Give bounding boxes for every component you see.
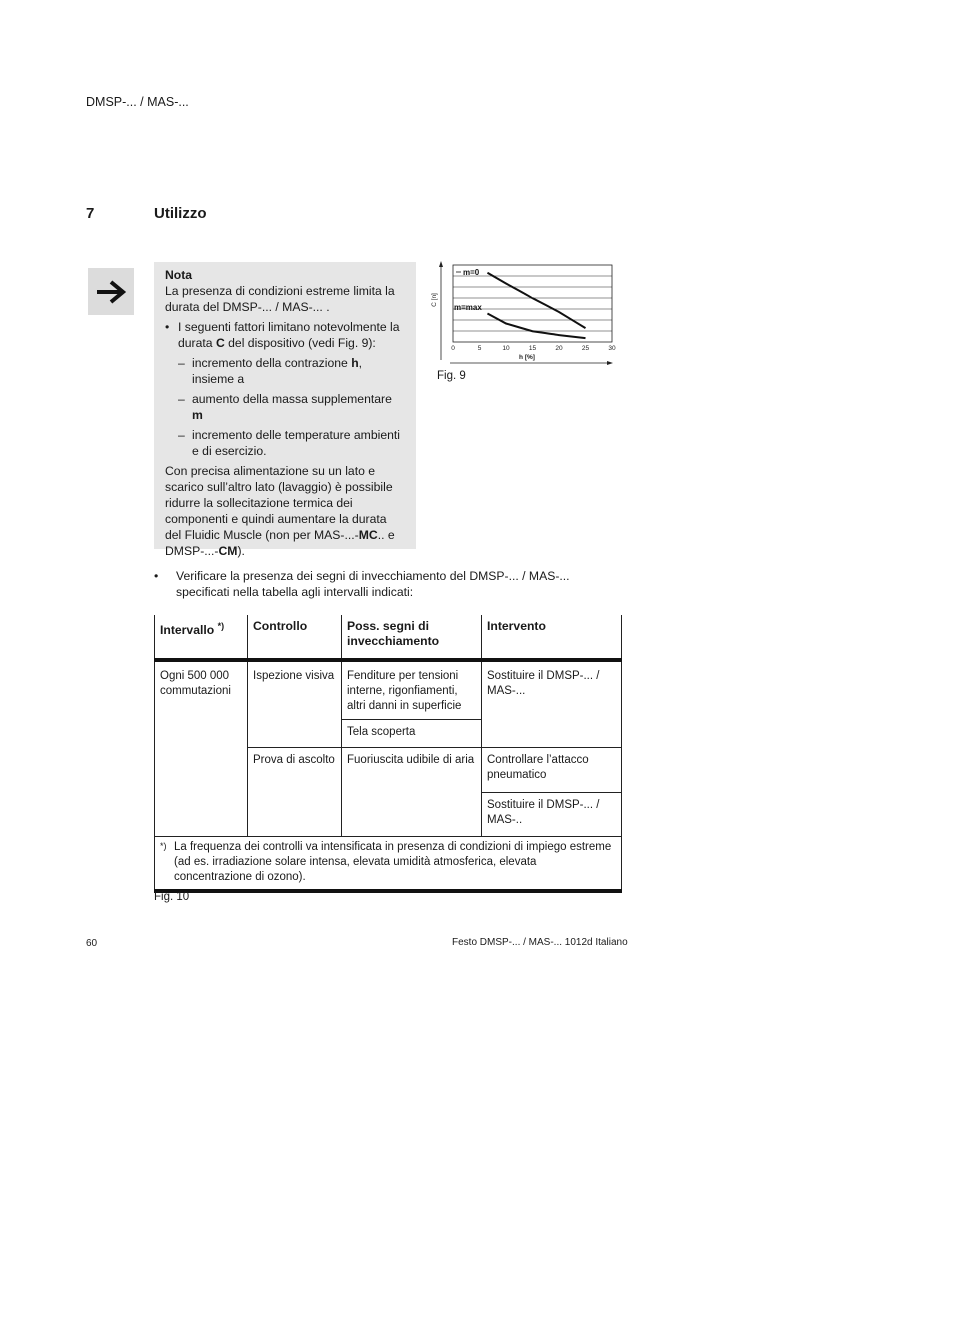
- instruction-text: Verificare la presenza dei segni di invecchiamento del DMSP-... / MAS-... specificati nella tabella agli intervalli indicati:: [176, 569, 570, 599]
- footnote-text: La frequenza dei controlli va intensificata in presenza di condizioni di impiego estreme (ad es. irradiazione solare intensa, elevata umidità atmosferica, elevata concentrazione di ozono).: [174, 841, 612, 883]
- table-cell: Sostituire il DMSP-... / MAS-...: [482, 660, 622, 748]
- bullet-dot: •: [165, 320, 170, 334]
- x-tick-label: 0: [451, 345, 455, 352]
- note-box: [154, 262, 416, 558]
- x-tick-label: 5: [477, 345, 482, 352]
- table-cell: Fenditure per tensioni interne, rigonfiamenti, altri danni in superficie: [342, 660, 482, 720]
- x-tick-label: 25: [581, 345, 590, 352]
- column-header: Intervento: [482, 615, 622, 660]
- page-footer: Festo DMSP-... / MAS-... 1012d Italiano: [452, 937, 628, 948]
- table-cell: Ispezione visiva: [248, 660, 342, 748]
- figure-caption: Fig. 9: [437, 370, 466, 382]
- instruction-item: [154, 568, 614, 600]
- note-marker: [88, 268, 134, 315]
- table-footnote-row: [155, 837, 622, 892]
- x-tick-label: 20: [555, 345, 563, 352]
- note-intro: La presenza di condizioni estreme limita la durata del DMSP-... / MAS-... .: [165, 284, 395, 314]
- x-tick-label: 15: [528, 345, 537, 352]
- series-label: m=max: [454, 303, 482, 312]
- note-dash-item: – incremento della contrazione h, insieme a: [178, 356, 363, 386]
- y-axis-label: C [n]: [431, 293, 438, 307]
- x-tick-label: 30: [608, 345, 616, 352]
- table-cell: Controllare l’attacco pneumatico: [482, 748, 622, 793]
- inspection-table: [154, 615, 622, 893]
- arrow-right-icon: [94, 279, 128, 305]
- table-row: [155, 660, 622, 720]
- table-footnote: [155, 837, 622, 892]
- section-title: Utilizzo: [154, 205, 207, 222]
- x-axis-arrowhead: [607, 361, 613, 365]
- table-header-row: [155, 615, 622, 660]
- footnote-marker: *): [160, 841, 167, 851]
- column-header: Controllo: [248, 615, 342, 660]
- bullet-dot: •: [154, 569, 159, 583]
- table-cell: Tela scoperta: [342, 720, 482, 748]
- column-header: Poss. segni di invecchiamento: [342, 615, 482, 660]
- note-bullet: • I seguenti fattori limitano notevolmente la durata C del dispositivo (vedi Fig. 9):: [165, 320, 400, 350]
- page-number: 60: [86, 938, 98, 949]
- column-header: Intervallo *): [155, 615, 248, 660]
- section-number: 7: [86, 205, 95, 222]
- table-cell: Fuoriuscita udibile di aria: [342, 748, 482, 837]
- note-title: Nota: [165, 268, 193, 282]
- table-cell: Sostituire il DMSP-... / MAS-..: [482, 793, 622, 837]
- table-cell: Ogni 500 000 commutazioni: [155, 660, 248, 837]
- x-tick-label: 10: [502, 345, 510, 352]
- note-dash-item: – incremento delle temperature ambienti e di esercizio.: [178, 428, 400, 458]
- running-header: DMSP-... / MAS-...: [86, 95, 189, 109]
- series-label: m=0: [463, 268, 480, 277]
- y-axis-arrowhead: [439, 261, 443, 267]
- figure-caption: Fig. 10: [154, 891, 190, 903]
- table-cell: Prova di ascolto: [248, 748, 342, 837]
- note-paragraph: Con precisa alimentazione su un lato e scarico sull’altro lato (lavaggio) è possibile ridurre la sollecitazione termica dei componenti e quindi aumentare la durata del Fluidic Muscle (non per MAS-...-MC.. e DMSP-...-CM).: [165, 464, 395, 558]
- x-axis-label: h [%]: [519, 354, 535, 361]
- durability-chart: [430, 258, 620, 368]
- series-line: [487, 314, 585, 339]
- note-dash-item: – aumento della massa supplementare m: [178, 392, 392, 422]
